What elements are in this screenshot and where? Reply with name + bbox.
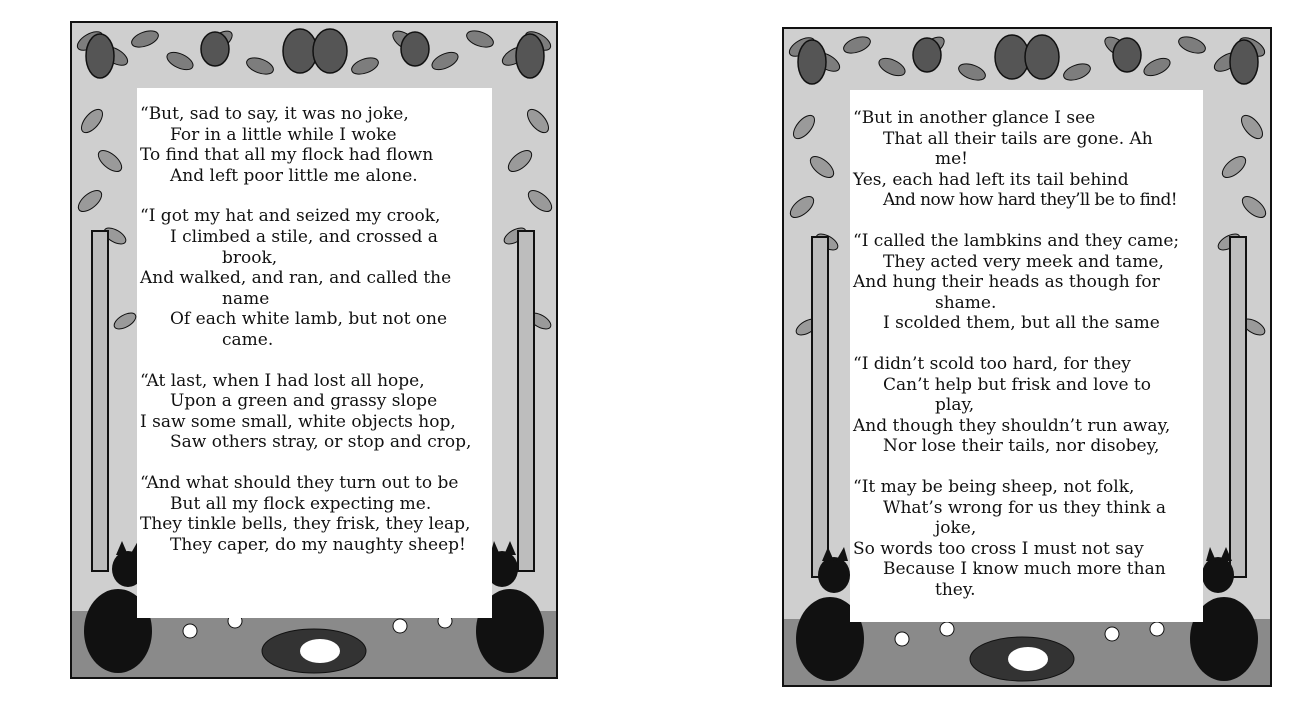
poem-line: To find that all my flock had flown (140, 145, 434, 166)
poem-line: And though they shouldn’t run away, (853, 415, 1171, 436)
poem-line: brook, (222, 247, 278, 268)
poem-line: “At last, when I had lost all hope, (140, 370, 425, 391)
right-stanza-4 (853, 477, 1203, 601)
poem-line: But all my flock expecting me. (170, 493, 432, 514)
poem-line: shame. (935, 292, 997, 313)
poem-line: Upon a green and grassy slope (170, 391, 438, 412)
poem-line: “I got my hat and seized my crook, (140, 206, 441, 227)
left-stanza-3 (140, 371, 492, 453)
poem-line: That all their tails are gone. Ah (883, 128, 1153, 149)
poem-line: they. (935, 579, 976, 600)
poem-line: play, (935, 395, 975, 416)
poem-line: Can’t help but frisk and love to (883, 374, 1151, 395)
poem-line: And walked, and ran, and called the (140, 268, 452, 289)
poem-line: And now how hard they’ll be to find! (883, 190, 1178, 211)
tree-trunk-icon (812, 237, 828, 577)
poem-line: “I called the lambkins and they came; (853, 230, 1180, 251)
poem-line: came. (222, 329, 274, 350)
poem-line: “It may be being sheep, not folk, (853, 476, 1135, 497)
poem-line: And left poor little me alone. (170, 165, 418, 186)
poem-line: Yes, each had left its tail behind (853, 169, 1129, 190)
poem-line: Because I know much more than (883, 559, 1166, 580)
poem-line: So words too cross I must not say (853, 538, 1144, 559)
right-poem-text (850, 90, 1203, 622)
poem-line: They acted very meek and tame, (883, 251, 1164, 272)
poem-line: I climbed a stile, and crossed a (170, 226, 438, 247)
right-stanza-2 (853, 231, 1203, 334)
tree-trunk-icon (92, 231, 108, 571)
left-stanza-2 (140, 206, 492, 350)
left-stanza-4 (140, 473, 492, 555)
poem-line: “But, sad to say, it was no joke, (140, 104, 409, 124)
poem-line: joke, (935, 518, 977, 539)
lamb-icon (970, 637, 1074, 681)
poem-line: I saw some small, white objects hop, (140, 411, 456, 432)
poem-line: Saw others stray, or stop and crop, (170, 432, 472, 453)
right-stanza-3 (853, 354, 1203, 457)
poem-line: What’s wrong for us they think a (883, 497, 1167, 518)
poem-line: “And what should they turn out to be (140, 472, 459, 493)
poem-line: And hung their heads as though for (853, 272, 1160, 293)
poem-line: “I didn’t scold too hard, for they (853, 353, 1131, 374)
right-stanza-1 (853, 108, 1203, 211)
poem-line: They caper, do my naughty sheep! (170, 534, 466, 555)
left-poem-text (137, 88, 492, 618)
poem-line: Of each white lamb, but not one (170, 309, 448, 330)
poem-line: They tinkle bells, they frisk, they leap, (140, 514, 471, 535)
poem-line: For in a little while I woke (170, 124, 397, 145)
poem-line: Nor lose their tails, nor disobey, (883, 436, 1160, 457)
poem-line: “But in another glance I see (853, 108, 1096, 128)
lamb-icon (262, 629, 366, 673)
poem-line: I scolded them, but all the same (883, 313, 1160, 334)
left-stanza-1 (140, 104, 492, 186)
left-page (70, 21, 558, 679)
right-page (782, 27, 1272, 687)
poem-line: me! (935, 149, 969, 170)
poem-line: name (222, 288, 270, 309)
